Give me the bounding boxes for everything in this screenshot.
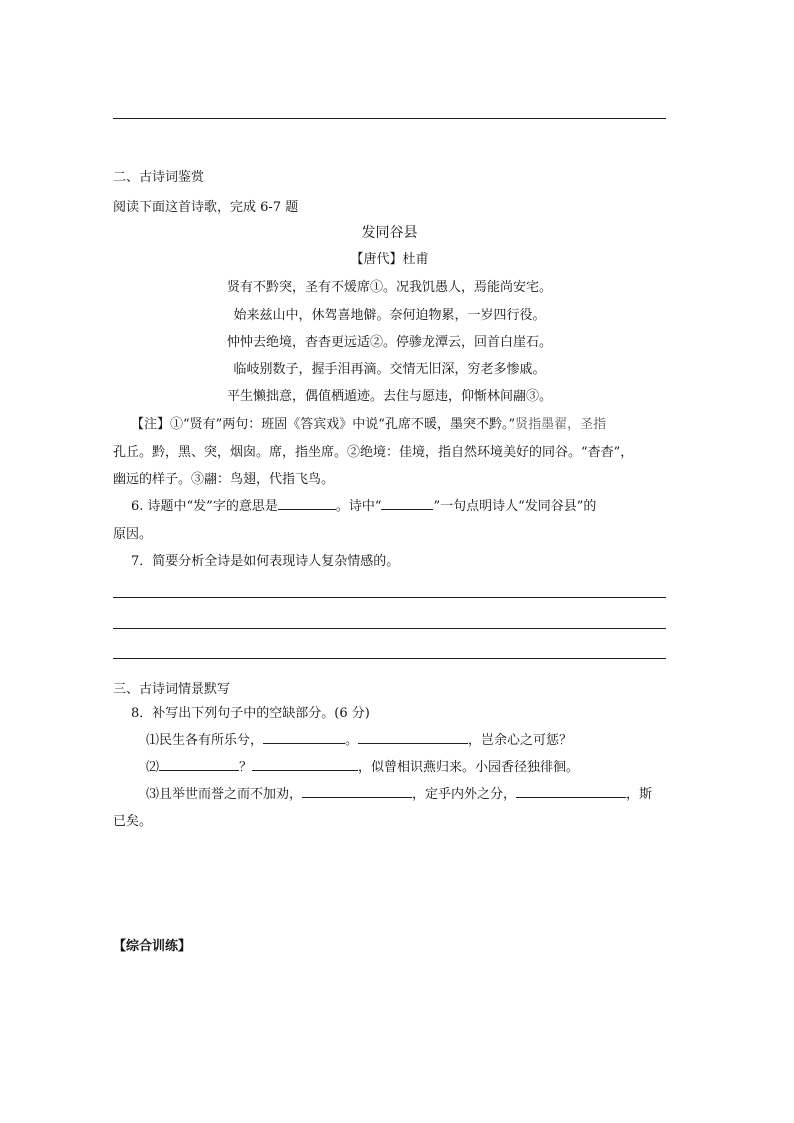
q8-1-num: ⑴ [146, 733, 160, 748]
q8-2-num: ⑵ [146, 760, 160, 775]
q8-1-blank-1[interactable] [263, 729, 345, 744]
q8-2-text-c: ，似曾相识燕归来。小园香径独徘徊。 [358, 760, 580, 775]
q8-3-num: ⑶ [146, 787, 160, 802]
note-line-2: 孔丘。黔，黑、突，烟囱。席，指坐席。②绝境：佳境，指自然环境美好的同谷。“杳杳”， [113, 445, 634, 460]
q6-text-3: ”一句点明诗人“发同谷县”的 [433, 499, 597, 514]
poem-line-4: 临岐别数子，握手泪再滴。交情无旧深，穷老多惨戚。 [233, 362, 546, 377]
question-8-3-line-2: 已矣。 [113, 814, 153, 829]
comprehensive-training-heading: 【综合训练】 [113, 939, 192, 954]
q8-2-blank-1[interactable] [159, 756, 239, 771]
answer-line-3[interactable] [113, 658, 666, 659]
poem-title: 发同谷县 [361, 225, 418, 241]
poem-line-5: 平生懒拙意，偶值栖遁迹。去住与愿违，仰惭林间翮③。 [226, 389, 552, 404]
poem-author-line [113, 248, 666, 267]
q8-1-text-b: 。 [345, 733, 359, 748]
answer-line-1[interactable] [113, 597, 666, 598]
question-8-1 [146, 729, 572, 748]
question-8-2 [146, 756, 579, 775]
section-3-title: 三、古诗词情景默写 [113, 682, 231, 697]
q6-blank-1[interactable] [278, 495, 336, 510]
q8-3-text-b: ，定乎内外之分， [412, 787, 517, 802]
question-8-3 [146, 783, 652, 802]
note-text-1b: 贤指墨翟，圣指 [515, 417, 607, 432]
note-label: 【注】 [131, 417, 171, 432]
note-line-1 [131, 413, 606, 432]
answer-line-2[interactable] [113, 628, 666, 629]
note-line-3: 幽远的样子。③翮：鸟翅，代指飞鸟。 [113, 472, 335, 487]
question-6 [131, 495, 596, 514]
poem-author: 杜甫 [402, 252, 429, 267]
q8-1-blank-2[interactable] [358, 729, 468, 744]
q8-3-blank-1[interactable] [302, 783, 412, 798]
q6-blank-2[interactable] [381, 495, 433, 510]
poem-dynasty: 【唐代】 [350, 252, 403, 267]
poem-line-1: 贤有不黔突，圣有不煖席①。况我饥愚人，焉能尚安宅。 [226, 280, 552, 295]
poem-line-3: 忡忡去绝境，杳杳更远适②。停骖龙潭云，回首白崖石。 [226, 335, 552, 350]
section-2-title: 二、古诗词鉴赏 [113, 170, 205, 185]
q8-3-text-c: ，斯 [626, 787, 653, 802]
q8-1-text-a: 民生各有所乐兮， [159, 733, 264, 748]
question-8: 8．补写出下列句子中的空缺部分。(6 分) [131, 706, 370, 721]
answer-line-top [113, 118, 666, 119]
poem-line-2: 始来兹山中，休驾喜地僻。奈何迫物累，一岁四行役。 [233, 308, 546, 323]
q8-2-blank-2[interactable] [252, 756, 358, 771]
q6-text-1: 6. 诗题中“发”字的意思是 [131, 499, 278, 514]
poem-intro: 阅读下面这首诗歌，完成 6-7 题 [113, 200, 299, 215]
q8-2-text-b: ？ [239, 760, 253, 775]
question-6-line-2: 原因。 [113, 527, 153, 542]
q8-1-text-c: ，岂余心之可惩？ [468, 733, 573, 748]
q6-text-2: 。诗中“ [335, 499, 382, 514]
question-7: 7．简要分析全诗是如何表现诗人复杂情感的。 [131, 554, 400, 569]
note-text-1: ①“贤有”两句：班固《答宾戏》中说“孔席不暖，墨突不黔。” [170, 417, 516, 432]
q8-3-text-a: 且举世而誉之而不加劝， [159, 787, 303, 802]
q8-3-blank-2[interactable] [516, 783, 626, 798]
